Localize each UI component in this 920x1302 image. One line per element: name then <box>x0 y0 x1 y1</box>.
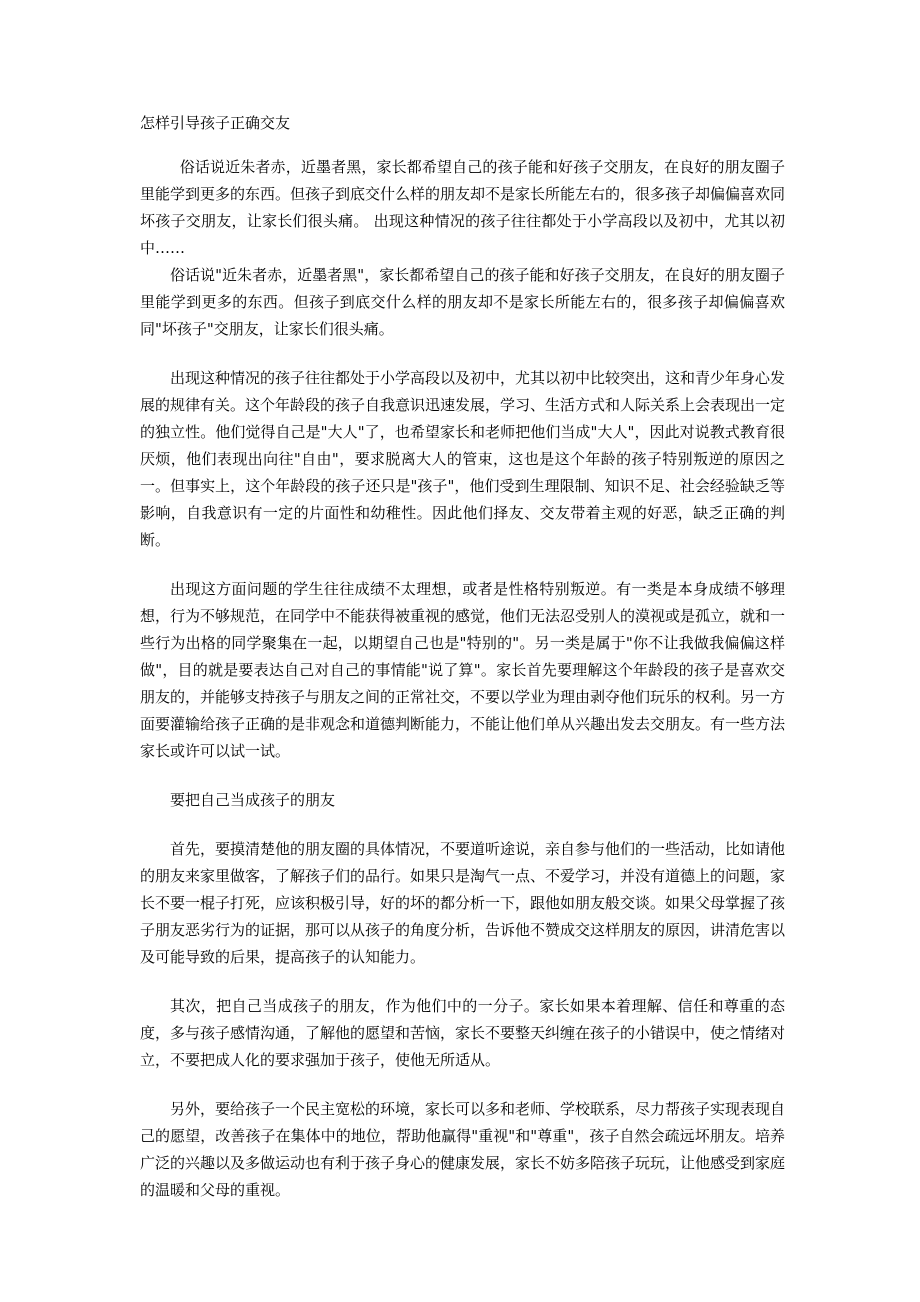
paragraph-third-method: 另外，要给孩子一个民主宽松的环境，家长可以多和老师、学校联系，尽力帮孩子实现表现自己的愿望，改善孩子在集体中的地位，帮助他赢得"重视"和"尊重"，孩子自然会疏远坏朋友。培养广泛的兴趣以及多做运动也有利于孩子身心的健康发展，家长不妨多陪孩子玩玩，让他感受到家庭的温暖和父母的重视。 <box>140 1100 786 1199</box>
paragraph-second-method: 其次，把自己当成孩子的朋友，作为他们中的一分子。家长如果本着理解、信任和尊重的态度，多与孩子感情沟通，了解他的愿望和苦恼，家长不要整天纠缠在孩子的小错误中，使之情绪对立，不要把成人化的要求强加于孩子，使他无所适从。 <box>140 997 786 1069</box>
paragraph-intro: 俗话说"近朱者赤，近墨者黑"，家长都希望自己的孩子能和好孩子交朋友，在良好的朋友圈子里能学到更多的东西。但孩子到底交什么样的朋友却不是家长所能左右的，很多孩子却偏偏喜欢同"坏孩子"交朋友，让家长们很头痛。 <box>140 266 785 338</box>
document-body <box>140 110 785 1204</box>
document-title: 怎样引导孩子正确交友 <box>140 114 291 132</box>
paragraph-problem-types: 出现这方面问题的学生往往成绩不太理想，或者是性格特别叛逆。有一类是本身成绩不够理想，行为不够规范，在同学中不能获得被重视的感觉，他们无法忍受别人的漠视或是孤立，就和一些行为出格的同学聚集在一起，以期望自己也是"特别的"。另一类是属于"你不让我做我偏偏这样做"，目的就是要表达自己对自己的事情能"说了算"。家长首先要理解这个年龄段的孩子是喜欢交朋友的，并能够支持孩子与朋友之间的正常社交，不要以学业为理由剥夺他们玩乐的权利。另一方面要灌输给孩子正确的是非观念和道德判断能力，不能让他们单从兴趣出发去交朋友。有一些方法家长或许可以试一试。 <box>140 580 786 760</box>
section-heading: 要把自己当成孩子的朋友 <box>170 791 336 809</box>
paragraph-first-method: 首先，要摸清楚他的朋友圈的具体情况，不要道听途说，亲自参与他们的一些活动，比如请他的朋友来家里做客，了解孩子们的品行。如果只是淘气一点、不爱学习，并没有道德上的问题，家长不要一棍子打死，应该积极引导，好的坏的都分析一下，跟他如朋友般交谈。如果父母掌握了孩子朋友恶劣行为的证据，那可以从孩子的角度分析，告诉他不赞成交这样朋友的原因，讲清危害以及可能导致的后果，提高孩子的认知能力。 <box>140 840 786 966</box>
paragraph-age-development: 出现这种情况的孩子往往都处于小学高段以及初中，尤其以初中比较突出，这和青少年身心发展的规律有关。这个年龄段的孩子自我意识迅速发展，学习、生活方式和人际关系上会表现出一定的独立性。他们觉得自己是"大人"了，也希望家长和老师把他们当成"大人"，因此对说教式教育很厌烦，他们表现出向往"自由"，要求脱离大人的管束，这也是这个年龄的孩子特别叛逆的原因之一。但事实上，这个年龄段的孩子还只是"孩子"，他们受到生理限制、知识不足、社会经验缺乏等影响，自我意识有一定的片面性和幼稚性。因此他们择友、交友带着主观的好恶，缺乏正确的判断。 <box>140 369 786 549</box>
paragraph-summary: 俗话说近朱者赤，近墨者黑，家长都希望自己的孩子能和好孩子交朋友，在良好的朋友圈子里能学到更多的东西。但孩子到底交什么样的朋友却不是家长所能左右的，很多孩子却偏偏喜欢同坏孩子交朋友，让家长们很头痛。 出现这种情况的孩子往往都处于小学高段以及初中，尤其以初中…… <box>140 158 786 257</box>
